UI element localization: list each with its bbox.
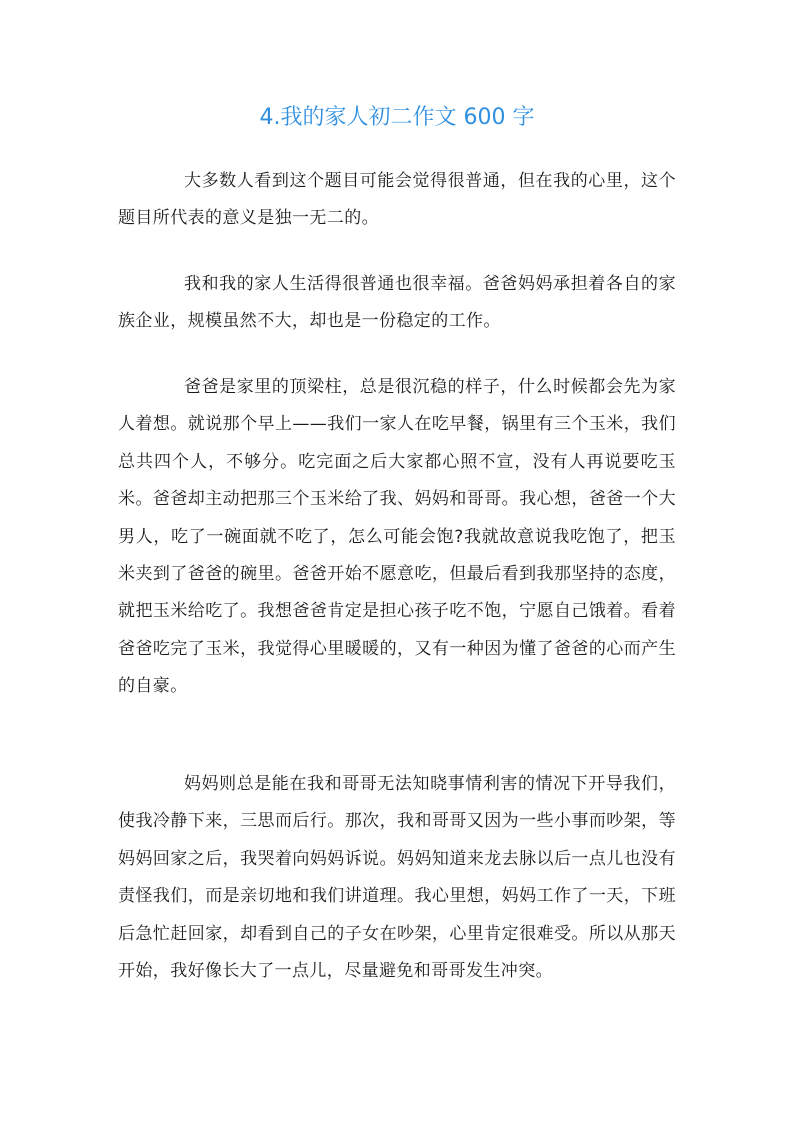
paragraph-family-life: 我和我的家人生活得很普通也很幸福。爸爸妈妈承担着各自的家族企业，规模虽然不大，却也是一份稳定的工作。 — [118, 274, 676, 332]
paragraph-father: 爸爸是家里的顶梁柱，总是很沉稳的样子，什么时候都会先为家人着想。就说那个早上——我们一家人在吃早餐，锅里有三个玉米，我们总共四个人，不够分。吃完面之后大家都心照不宣，没有人再说要吃玉米。爸爸却主动把那三个玉米给了我、妈妈和哥哥。我心想，爸爸一个大男人，吃了一碗面就不吃了，怎么可能会饱?我就故意说我吃饱了，把玉米夹到了爸爸的碗里。爸爸开始不愿意吃，但最后看到我那坚持的态度，就把玉米给吃了。我想爸爸肯定是担心孩子吃不饱，宁愿自己饿着。看着爸爸吃完了玉米，我觉得心里暖暖的，又有一种因为懂了爸爸的心而产生的自豪。 — [118, 377, 676, 697]
document-title: 4.我的家人初二作文 600 字 — [259, 105, 535, 130]
paragraph-mother: 妈妈则总是能在我和哥哥无法知晓事情利害的情况下开导我们，使我冷静下来，三思而后行。那次，我和哥哥又因为一些小事而吵架，等妈妈回家之后，我哭着向妈妈诉说。妈妈知道来龙去脉以后一点儿也没有责怪我们，而是亲切地和我们讲道理。我心里想，妈妈工作了一天，下班后急忙赶回家，却看到自己的子女在吵架，心里肯定很难受。所以从那天开始，我好像长大了一点儿，尽量避免和哥哥发生冲突。 — [118, 774, 676, 982]
paragraph-intro: 大多数人看到这个题目可能会觉得很普通，但在我的心里，这个题目所代表的意义是独一无二的。 — [118, 171, 676, 229]
